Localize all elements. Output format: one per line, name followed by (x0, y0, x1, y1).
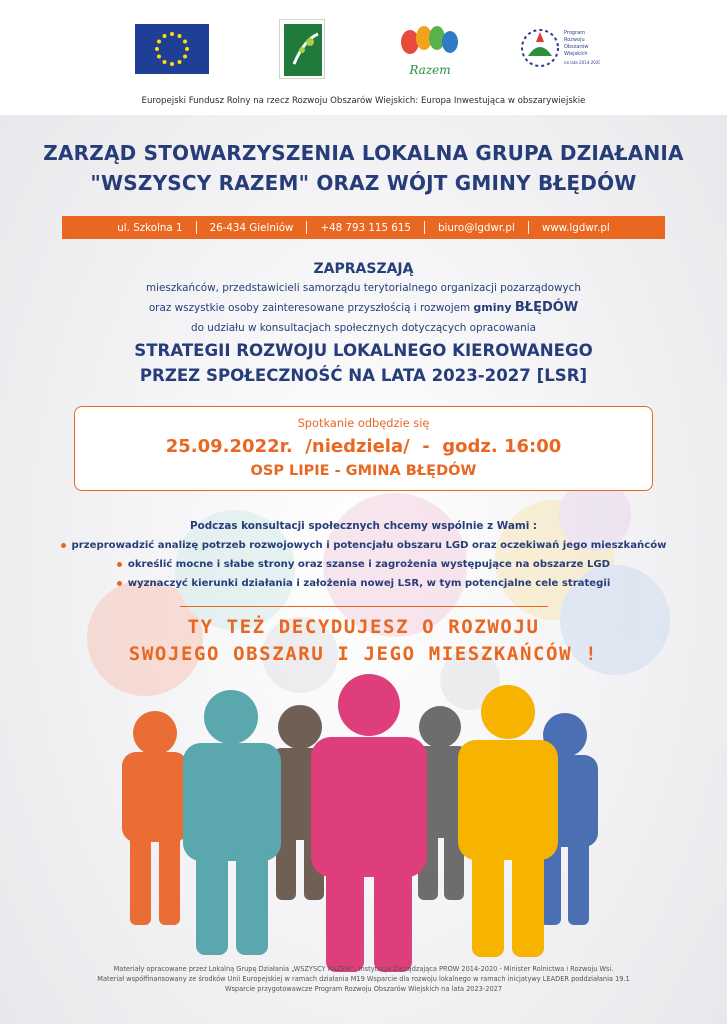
invitation-block (0, 260, 727, 388)
title-line-1: ZARZĄD STOWARZYSZENIA LOKALNA GRUPA DZIAŁANIA (43, 141, 684, 165)
person-yellow (458, 685, 558, 957)
invitation-line-2 (0, 298, 727, 318)
contact-divider (306, 221, 307, 234)
leader-logo (279, 19, 325, 79)
contact-website[interactable]: www.lgdwr.pl (541, 221, 610, 234)
eu-flag-logo (135, 24, 209, 74)
contact-address: ul. Szkolna 1 (117, 221, 183, 234)
svg-text:Razem: Razem (409, 63, 451, 77)
footer-line-2: Materiał współfinansowany ze środków Unii Europejskiej w ramach działania M19 Wsparcie dla rozwoju lokalnego w ramach inicjatywy LEADER poddziałania 19.1 (97, 975, 630, 983)
list-item-text: przeprowadzić analizę potrzeb rozwojowych i potencjału obszaru LGD oraz oczekiwań jego mieszkańców (71, 540, 667, 551)
meeting-place: OSP LIPIE - GMINA BŁĘDÓW (250, 463, 477, 479)
contact-bar (62, 216, 665, 239)
contact-divider (424, 221, 425, 234)
slogan-line-2: SWOJEGO OBSZARU I JEGO MIESZKAŃCÓW ! (128, 643, 599, 665)
contact-email[interactable]: biuro@lgdwr.pl (437, 221, 515, 234)
person-magenta (311, 674, 427, 972)
contact-divider (196, 221, 197, 234)
invitation-bledow: BŁĘDÓW (514, 300, 579, 315)
bullet-dot-icon (117, 581, 122, 586)
wszyscy-razem-logo (396, 24, 464, 80)
consultation-heading: Podczas konsultacji społecznych chcemy wspólnie z Wami : (189, 520, 538, 532)
leader-emblem-icon (280, 20, 326, 80)
hands-icon (396, 24, 464, 80)
strategy-line-2: PRZEZ SPOŁECZNOŚĆ NA LATA 2023-2027 [LSR] (139, 366, 588, 385)
person-teal (183, 690, 281, 955)
prow-logo (518, 20, 600, 80)
meeting-box (74, 406, 653, 491)
svg-text:na lata 2014-2020: na lata 2014-2020 (564, 60, 600, 65)
invitation-line-1: mieszkańców, przedstawicieli samorządu terytorialnego organizacji pozarządowych (146, 282, 581, 294)
consultation-block (0, 516, 727, 593)
slogan-divider (180, 606, 548, 607)
invitation-gminy: gminy (473, 301, 512, 314)
logo-strip (0, 0, 727, 115)
invitation-line-2-text: oraz wszystkie osoby zainteresowane przyszłością i rozwojem (148, 302, 474, 314)
people-group (122, 674, 598, 972)
invitation-line-3: do udziału w konsultacjach społecznych dotyczących opracowania (190, 322, 537, 334)
contact-postal: 26-434 Gielniów (209, 221, 294, 234)
bullet-dot-icon (117, 562, 122, 567)
invitation-heading: ZAPRASZAJĄ (313, 261, 414, 277)
bullet-dot-icon (61, 543, 66, 548)
list-item (0, 574, 727, 593)
list-item-text: wyznaczyć kierunki działania i założenia nowej LSR, w tym potencjalne cele strategii (127, 578, 611, 589)
prow-emblem-icon (518, 20, 600, 80)
contact-divider (528, 221, 529, 234)
consultation-list (0, 536, 727, 593)
contact-phone[interactable]: +48 793 115 615 (320, 221, 411, 234)
person-orange (122, 711, 188, 925)
strategy-line-1: STRATEGII ROZWOJU LOKALNEGO KIEROWANEGO (134, 341, 593, 360)
slogan (0, 614, 727, 668)
footer (0, 964, 727, 994)
list-item-text: określić mocne i słabe strony oraz szanse i zagrożenia występujące na obszarze LGD (127, 559, 611, 570)
svg-text:Obszarów: Obszarów (564, 44, 589, 50)
svg-text:Program: Program (564, 30, 586, 36)
slogan-line-1: TY TEŻ DECYDUJESZ O ROZWOJU (187, 616, 540, 638)
funding-line: Europejski Fundusz Rolny na rzecz Rozwoju Obszarów Wiejskich: Europa Inwestująca w obszarywiejskie (141, 96, 586, 106)
meeting-datetime: 25.09.2022r. /niedziela/ - godz. 16:00 (165, 436, 562, 457)
eu-stars-icon (135, 24, 209, 74)
svg-text:Rozwoju: Rozwoju (564, 37, 585, 43)
page-title (0, 138, 727, 198)
svg-text:Wiejskich: Wiejskich (564, 51, 588, 57)
footer-line-1: Materiały opracowane przez Lokalną Grupę Działania „WSZYSCY RAZEM”, Instytucja Zarządzająca PROW 2014-2020 - Minister Rolnictwa i Rozwoju Wsi. (113, 965, 614, 973)
footer-line-3: Wsparcie przygotowawcze Program Rozwoju Obszarów Wiejskich na lata 2023-2027 (224, 985, 503, 993)
title-line-2: "WSZYSCY RAZEM" ORAZ WÓJT GMINY BŁĘDÓW (90, 171, 637, 195)
meeting-intro: Spotkanie odbędzie się (297, 416, 430, 430)
speech-bubbles (87, 479, 670, 710)
list-item (0, 555, 727, 574)
list-item (0, 536, 727, 555)
